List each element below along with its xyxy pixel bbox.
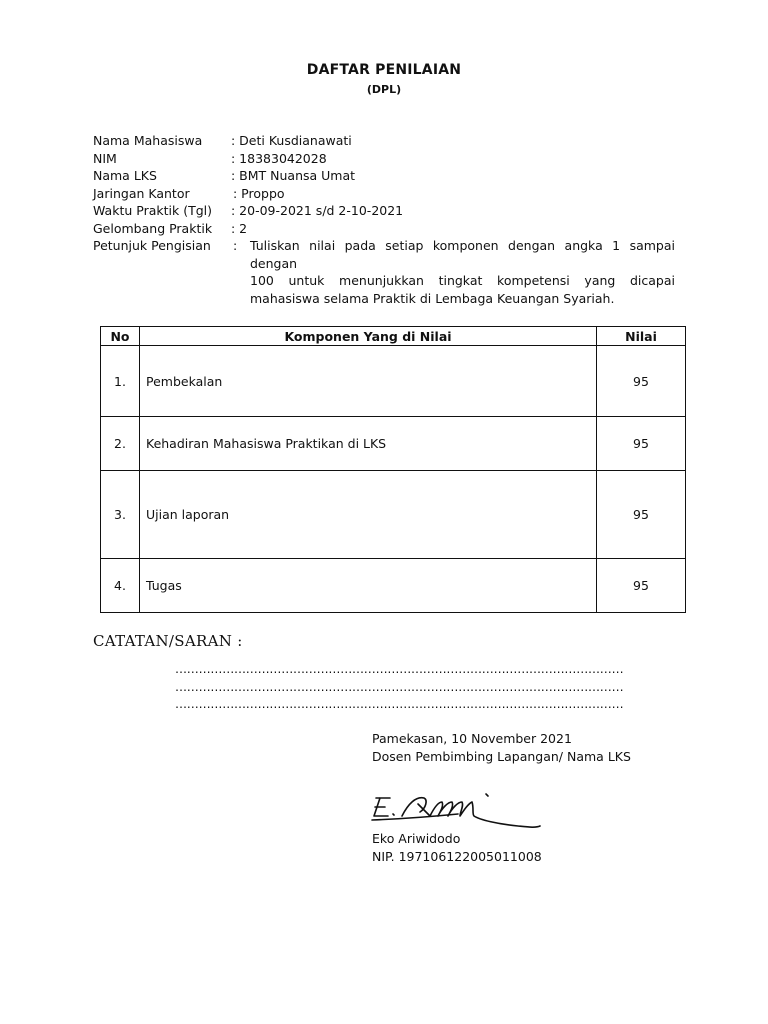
notes-title: CATATAN/SARAN : (93, 632, 243, 650)
info-value: : Deti Kusdianawati (231, 133, 352, 148)
info-label: Petunjuk Pengisian (93, 238, 211, 253)
info-label: Waktu Praktik (Tgl) (93, 203, 212, 218)
row-no: 4. (101, 559, 140, 613)
notes-line: …………………………………………………………………………………………………… (175, 697, 624, 711)
document-subtitle: (DPL) (366, 83, 402, 96)
info-label: NIM (93, 150, 117, 166)
row-value: 95 (597, 471, 686, 559)
row-component: Pembekalan (140, 346, 597, 417)
table-row (101, 471, 686, 559)
row-no: 2. (101, 417, 140, 471)
handwritten-signature (368, 786, 548, 830)
row-value: 95 (597, 346, 686, 417)
row-component: Ujian laporan (140, 471, 597, 559)
instruction-line: 100 untuk menunjukkan tingkat kompetensi yang dicapai (250, 273, 675, 288)
grades-table (100, 326, 686, 613)
header-component: Komponen Yang di Nilai (140, 327, 597, 346)
row-component: Tugas (140, 559, 597, 613)
signer-name: Eko Ariwidodo (372, 831, 461, 846)
info-label: Jaringan Kantor (93, 185, 190, 201)
instruction-text (250, 237, 675, 307)
notes-line: …………………………………………………………………………………………………… (175, 680, 624, 694)
info-value: : 20-09-2021 s/d 2-10-2021 (231, 203, 404, 218)
info-value: : Proppo (233, 185, 285, 201)
info-value: : 18383042028 (231, 150, 327, 166)
info-value: : BMT Nuansa Umat (231, 168, 356, 183)
info-value: : 2 (231, 220, 248, 236)
table-header-row (101, 327, 686, 346)
info-label: Gelombang Praktik (93, 220, 213, 236)
signer-role: Dosen Pembimbing Lapangan/ Nama LKS (372, 749, 631, 764)
instruction-line: Tuliskan nilai pada setiap komponen dengan angka 1 sampai dengan (250, 238, 675, 271)
instruction-line: mahasiswa selama Praktik di Lembaga Keuangan Syariah. (250, 290, 615, 306)
row-no: 1. (101, 346, 140, 417)
row-value: 95 (597, 559, 686, 613)
table-row (101, 417, 686, 471)
table-row (101, 346, 686, 417)
header-value: Nilai (597, 327, 686, 346)
header-no: No (101, 327, 140, 346)
notes-line: …………………………………………………………………………………………………… (175, 662, 624, 676)
signer-nip: NIP. 197106122005011008 (372, 849, 542, 864)
place-date: Pamekasan, 10 November 2021 (372, 731, 572, 746)
row-component: Kehadiran Mahasiswa Praktikan di LKS (140, 417, 597, 471)
info-colon: : (233, 238, 238, 253)
row-value: 95 (597, 417, 686, 471)
info-label: Nama Mahasiswa (93, 133, 203, 148)
info-label: Nama LKS (93, 168, 157, 183)
row-no: 3. (101, 471, 140, 559)
document-title: DAFTAR PENILAIAN (306, 62, 462, 78)
table-row (101, 559, 686, 613)
